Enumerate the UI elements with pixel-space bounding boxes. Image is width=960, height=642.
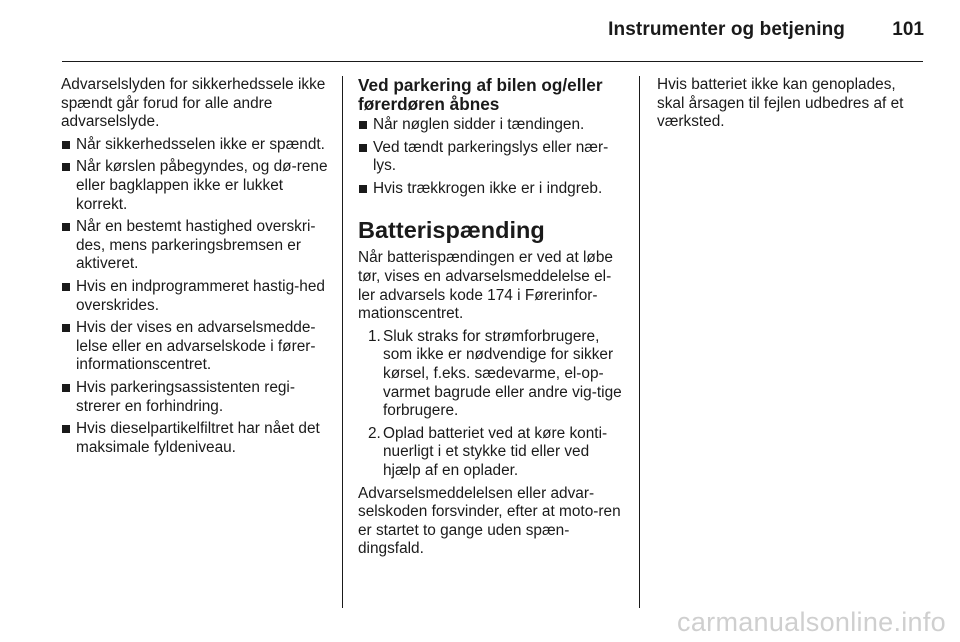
list-item-text: Ved tændt parkeringslys eller nær-lys. [373,138,609,175]
list-item [61,420,329,457]
list-item-text: Når nøglen sidder i tændingen. [373,116,585,133]
column-2 [358,76,628,563]
square-bullet-icon [359,121,367,129]
square-bullet-icon [62,324,70,332]
list-item-text: Når sikkerhedsselen ikke er spændt. [76,135,325,153]
battery-outro-paragraph: Advarselsmeddelelsen eller advar-selskoden forsvinder, efter at moto-ren er startet to gange uden spæn-dingsfald. [358,484,621,558]
list-item [61,319,329,375]
step-number: 1. [368,327,381,345]
list-item [61,379,329,416]
square-bullet-icon [359,185,367,193]
list-item-text: Når kørslen påbegyndes, og dø-rene eller bagklappen ikke er lukket korrekt. [76,158,328,213]
column-divider-1 [342,76,343,608]
intro-paragraph: Advarselslyden for sikkerhedssele ikke spændt går forud for alle andre advarselslyde. [61,76,326,131]
parking-conditions-list [358,116,628,198]
battery-intro-paragraph: Når batterispændingen er ved at løbe tør, vises en advarselsmeddelelse el-ler advarsels kode 174 i Førerinfor-mationscentret. [358,249,613,323]
step-number: 2. [368,424,381,442]
list-item-text: Hvis dieselpartikelfiltret har nået det maksimale fyldeniveau. [76,420,320,456]
list-item [61,158,329,214]
square-bullet-icon [62,163,70,171]
list-item [61,136,329,155]
page-header [0,0,960,62]
watermark: carmanualsonline.info [677,607,946,637]
square-bullet-icon [62,283,70,291]
column-1 [61,76,329,461]
step-item [358,328,628,421]
square-bullet-icon [62,223,70,231]
list-item-text: Hvis der vises en advarselsmedde-lelse eller en advarselskode i fører-informationscentret. [76,319,316,374]
section-title-battery: Batterispænding [358,217,545,244]
list-item-text: Hvis trækkrogen ikke er i indgreb. [373,179,603,197]
list-item [358,116,628,135]
battery-steps-list [358,328,628,481]
parking-subheading: Ved parkering af bilen og/eller førerdøren åbnes [358,75,603,114]
square-bullet-icon [62,141,70,149]
repair-paragraph: Hvis batteriet ikke kan genoplades, skal årsagen til fejlen udbedres af et værksted. [657,76,904,131]
list-item-text: Når en bestemt hastighed overskri-des, mens parkeringsbremsen er aktiveret. [76,218,316,273]
step-item [358,425,628,481]
step-text: Sluk straks for strømforbrugere, som ikke er nødvendige for sikker kørsel, f.eks. sædevarme, el-op-varmet bagrude eller andre vig-tige forbrugere. [383,327,622,420]
page-number: 101 [892,19,924,40]
square-bullet-icon [62,384,70,392]
column-3 [657,76,927,136]
column-divider-2 [639,76,640,608]
list-item [358,139,628,176]
square-bullet-icon [359,144,367,152]
list-item-text: Hvis parkeringsassistenten regi-strerer en forhindring. [76,378,295,415]
list-item [61,218,329,274]
step-text: Oplad batteriet ved at køre konti-nuerligt i et stykke tid eller ved hjælp af en oplader. [383,424,608,479]
header-divider [62,61,923,62]
list-item-text: Hvis en indprogrammeret hastig-hed overskrides. [76,277,325,314]
page-title: Instrumenter og betjening [608,19,845,40]
square-bullet-icon [62,425,70,433]
warning-conditions-list [61,136,329,458]
list-item [358,180,628,199]
list-item [61,278,329,315]
